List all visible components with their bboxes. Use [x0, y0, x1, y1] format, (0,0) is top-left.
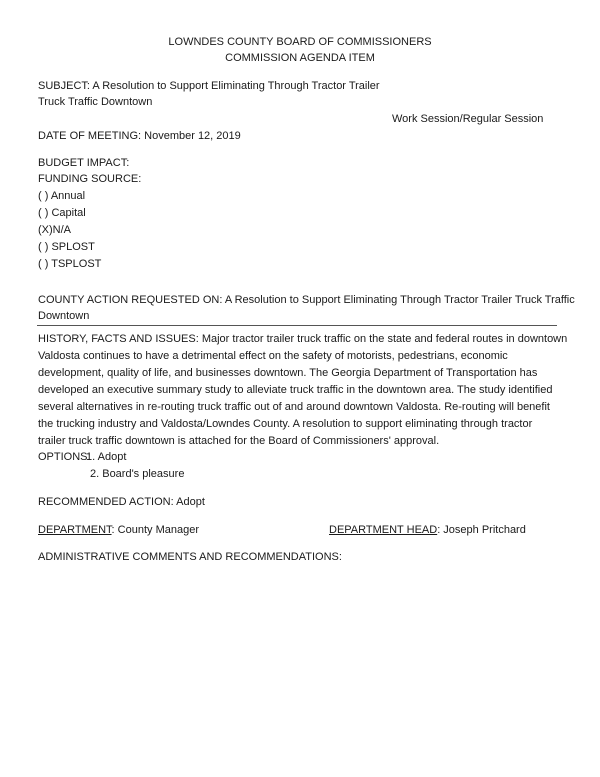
funding-option-splost [38, 240, 95, 254]
history-line-4: developed an executive summary study to alleviate truck traffic in the downtown area. The study identified [38, 384, 553, 396]
meeting-date-label: DATE OF MEETING: [38, 130, 142, 142]
subject-label: SUBJECT: [38, 80, 90, 92]
history-line-6: the trucking industry and Valdosta/Lowndes County. A resolution to support eliminating through tractor [38, 418, 533, 430]
budget-impact-label: BUDGET IMPACT: [38, 157, 130, 169]
department-head-value: : Joseph Pritchard [437, 524, 526, 536]
recommended-action [38, 495, 205, 509]
department-label: DEPARTMENT [38, 524, 112, 536]
action-requested-line-1 [38, 293, 575, 307]
funding-option-tsplost [38, 257, 101, 271]
action-requested-label: COUNTY ACTION REQUESTED ON: [38, 294, 223, 306]
funding-option-label: Annual [50, 190, 86, 202]
department-head [329, 523, 526, 537]
option-item-1: 1. Adopt [86, 451, 127, 463]
header-title: LOWNDES COUNTY BOARD OF COMMISSIONERS [168, 36, 432, 48]
option-item-2: 2. Board's pleasure [90, 468, 185, 480]
action-requested-text: A Resolution to Support Eliminating Through Tractor Trailer Truck Traffic [224, 294, 575, 306]
checkbox-mark: ( ) [38, 190, 49, 202]
session-type: Work Session/Regular Session [392, 113, 544, 125]
meeting-date [38, 129, 241, 143]
subject-text: A Resolution to Support Eliminating Through Tractor Trailer [92, 80, 380, 92]
checkbox-mark: ( ) [38, 241, 49, 253]
funding-option-label: Capital [51, 207, 86, 219]
subject-line-1 [38, 79, 380, 93]
funding-option-na [38, 223, 71, 237]
history-line-2: Valdosta continues to have a detrimental effect on the safety of motorists, pedestrians, economic [38, 350, 508, 362]
funding-option-annual [38, 189, 85, 203]
header-subtitle: COMMISSION AGENDA ITEM [225, 52, 375, 64]
department-value: : County Manager [111, 524, 199, 536]
funding-option-label: N/A [52, 224, 72, 236]
history-line-5: several alternatives in re-routing truck traffic out of and around downtown Valdosta. Re-routing will benefit [38, 401, 550, 413]
history-line-1: HISTORY, FACTS AND ISSUES: Major tractor trailer truck traffic on the state and federal routes in downtown [38, 333, 568, 345]
checkbox-mark: ( ) [38, 207, 49, 219]
funding-option-capital [38, 206, 86, 220]
history-line-7: trailer truck traffic downtown is attached for the Board of Commissioners' approval. [38, 435, 440, 447]
options-label: OPTIONS: [38, 451, 91, 463]
department [38, 523, 199, 537]
section-divider [37, 325, 557, 326]
department-head-label: DEPARTMENT HEAD [329, 524, 438, 536]
recommended-action-value: Adopt [176, 496, 205, 508]
meeting-date-value: November 12, 2019 [144, 130, 241, 142]
subject-line-2: Truck Traffic Downtown [38, 96, 153, 108]
admin-comments-label: ADMINISTRATIVE COMMENTS AND RECOMMENDATIONS: [38, 551, 342, 563]
checkbox-mark: ( ) [38, 258, 49, 270]
funding-option-label: SPLOST [51, 241, 95, 253]
recommended-action-label: RECOMMENDED ACTION: [38, 496, 174, 508]
funding-source-label: FUNDING SOURCE: [38, 173, 142, 185]
checkbox-mark-checked: (X) [38, 224, 53, 236]
funding-option-label: TSPLOST [51, 258, 102, 270]
action-requested-line-2: Downtown [38, 310, 90, 322]
history-line-3: development, quality of life, and businesses downtown. The Georgia Department of Transportation has [38, 367, 538, 379]
